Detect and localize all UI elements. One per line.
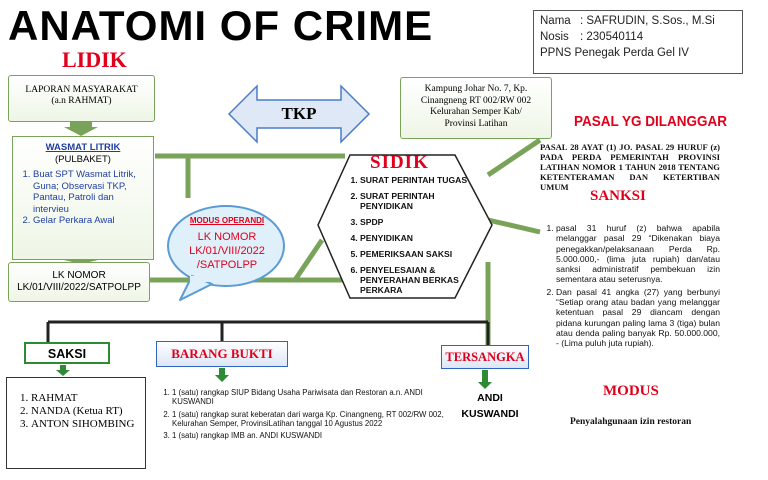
modus-operandi-line2: LK/01/VIII/2022 (189, 245, 265, 257)
connector-sidik-sanksi (488, 220, 540, 232)
sanksi-item: 2. Dan pasal 41 angka (27) yang berbunyi “Setiap orang atau badan yang melanggar ketentuan pasal 29 diancam dengan pidana kurungan paling lama 3 (tiga) bulan atau denda paling banyak Rp. 50.000.000, - (Lima puluh juta rupiah). (556, 287, 720, 349)
laporan-box (8, 75, 155, 122)
pasal-text: PASAL 28 AYAT (1) JO. PASAL 29 HURUF (z) PADA PERDA PEMERINTAH PROVINSI LATIHAN NOMOR 1 TAHUN 2018 TENTANG KETENTERAMAN DAN KETERTIBAN UMUM (540, 142, 720, 192)
lokasi-box (400, 77, 552, 139)
lidik-label: LIDIK (62, 47, 127, 72)
sanksi-item: 1. pasal 31 huruf (z) bahwa apabila melanggar pasal 29 “Dikenakan biaya penegakkan/pelaksanaan Perda Rp. 5.000.000,- (lima juta rupiah) dan/atau sanksi administratif pembekuan izin sementara atau seterusnya. (556, 223, 720, 285)
tersangka-line1: ANDI (477, 392, 503, 404)
laporan-line2: (a.n RAHMAT) (51, 96, 112, 106)
tersangka-arrow-icon (478, 370, 492, 389)
wasmat-sub: (PULBAKET) (55, 153, 111, 165)
sidik-item: 2. SURAT PERINTAH PENYIDIKAN (360, 191, 484, 211)
modus-operandi-line1: LK NOMOR (197, 231, 257, 243)
lokasi-line2: Cinangneng RT 002/RW 002 (420, 95, 532, 106)
tersangka-line2: KUSWANDI (461, 408, 519, 420)
sidik-item: 1. SURAT PERINTAH TUGAS (360, 175, 484, 185)
lokasi-line4: Provinsi Latihan (444, 118, 508, 129)
info-nama-key: Nama (540, 15, 571, 27)
sidik-item: 6. PENYELESAIAN & PENYERAHAN BERKAS PERKARA (360, 265, 484, 295)
modus-operandi-line3: /SATPOLPP (196, 259, 258, 271)
sanksi-list (540, 223, 720, 351)
info-nosis-key: Nosis (540, 31, 569, 43)
lokasi-line3: Kelurahan Semper Kab/ (430, 107, 522, 117)
barang-bukti-item: 2. 1 (satu) rangkap surat keberatan dari warga Kp. Cinangneng, RT 002/RW 002, Kelurahan Semper, ProvinsiLatihan tanggal 10 Agustus 2022 (172, 410, 446, 429)
arrow-down-1 (64, 122, 98, 136)
sidik-heading: SIDIK (370, 152, 429, 173)
sidik-list (344, 175, 484, 301)
info-nama-value: : SAFRUDIN, S.Sos., M.Si (580, 15, 715, 27)
saksi-box (6, 377, 146, 469)
connector-sidik-pasal (488, 140, 540, 175)
tersangka-name (450, 390, 530, 422)
sidik-item: 5. PEMERIKSAAN SAKSI (360, 249, 484, 259)
tersangka-heading: TERSANGKA (441, 345, 529, 369)
author-info-box (533, 10, 743, 74)
wasmat-item: 1. Buat SPT Wasmat Litrik, Guna; Observasi TKP, Pantau, Patroli dan intervieu (33, 169, 147, 215)
lk-number-box (8, 262, 150, 302)
saksi-arrow-icon (56, 365, 70, 376)
barang-arrow-icon (215, 368, 229, 382)
saksi-name: 1. RAHMAT (31, 392, 141, 405)
saksi-name: 3. ANTON SIHOMBING (31, 418, 141, 431)
wasmat-heading: WASMAT LITRIK (45, 142, 121, 153)
wasmat-item: 2. Gelar Perkara Awal (33, 215, 147, 227)
info-nosis-row (540, 29, 736, 45)
modus-operandi-heading: MODUS OPERANDI (189, 216, 265, 225)
info-role: PPNS Penegak Perda Gel IV (540, 47, 689, 59)
connector-lk-d (295, 240, 322, 280)
pasal-heading: PASAL YG DILANGGAR (574, 113, 728, 130)
barang-bukti-item: 3. 1 (satu) rangkap IMB an. ANDI KUSWANDI (172, 431, 446, 440)
info-nosis-value: : 230540114 (580, 31, 644, 43)
tkp-label: TKP (281, 104, 317, 123)
barang-bukti-list (156, 388, 446, 443)
barang-bukti-item: 1. 1 (satu) rangkap SIUP Bidang Usaha Pariwisata dan Restoran a.n. ANDI KUSWANDI (172, 388, 446, 407)
modus-heading: MODUS (603, 383, 659, 399)
modus-text: Penyalahgunaan izin restoran (570, 417, 692, 427)
page-title: ANATOMI OF CRIME (8, 2, 434, 49)
laporan-line1: LAPORAN MASYARAKAT (25, 85, 138, 95)
modus-operandi-bubble (168, 206, 286, 288)
lk-line1: LK NOMOR (52, 270, 106, 281)
tkp-arrow (229, 86, 369, 142)
info-nama-row (540, 13, 736, 29)
sanksi-heading: SANKSI (590, 188, 646, 204)
saksi-name: 2. NANDA (Ketua RT) (31, 405, 141, 418)
wasmat-list (19, 169, 147, 227)
lokasi-line1: Kampung Johar No. 7, Kp. (424, 84, 528, 94)
wasmat-box (12, 136, 154, 260)
lk-line2: LK/01/VIII/2022/SATPOLPP (17, 282, 141, 293)
saksi-heading: SAKSI (24, 342, 110, 364)
sidik-item: 4. PENYIDIKAN (360, 233, 484, 243)
barang-bukti-heading: BARANG BUKTI (156, 341, 288, 367)
sidik-item: 3. SPDP (360, 217, 484, 227)
